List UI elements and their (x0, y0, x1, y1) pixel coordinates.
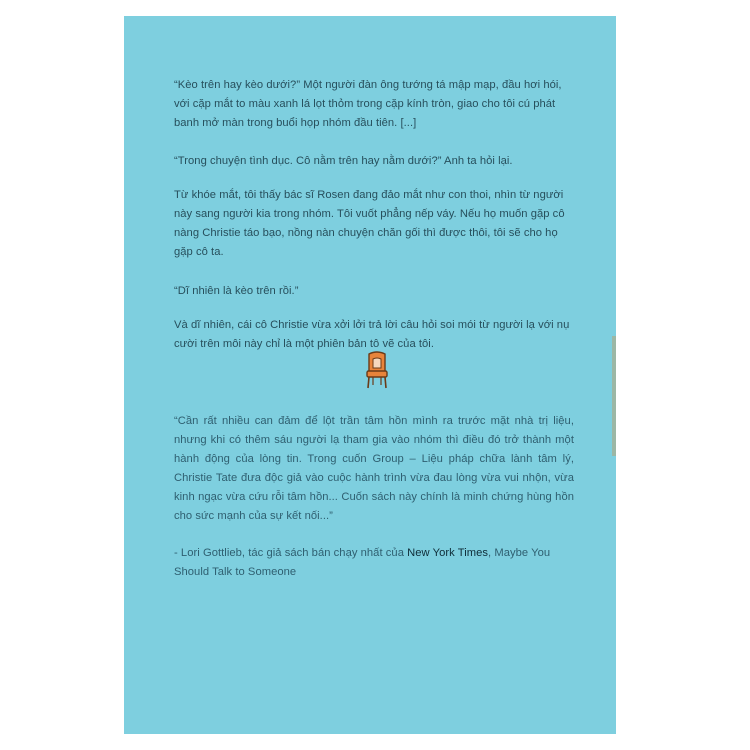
excerpt-text: Và dĩ nhiên, cái cô Christie vừa xởi lởi trả lời câu hỏi soi mói từ người lạ với nụ cười trên môi này chỉ là một phiên bản tô vẽ của tôi. (174, 319, 570, 350)
back-cover (124, 16, 616, 734)
review-quote (174, 412, 574, 526)
excerpt-text: “Kèo trên hay kèo dưới?” Một người đàn ông tướng tá mập mạp, đầu hơi hói, với cặp mắt to màu xanh lá lọt thỏm trong cặp kính tròn, giao cho tôi cú phát banh mở màn trong buổi họp nhóm đầu tiên. [...] (174, 79, 562, 129)
nyt-label: New York Times (407, 547, 489, 559)
attribution-prefix: - Lori Gottlieb, tác giả sách bán chạy nhất của (174, 547, 408, 559)
excerpt-paragraph-2 (174, 152, 574, 171)
excerpt-text: Từ khóe mắt, tôi thấy bác sĩ Rosen đang đảo mắt như con thoi, nhìn từ người này sang người kia trong nhóm. Tôi vuốt phẳng nếp váy. Nếu họ muốn gặp cô nàng Christie táo bạo, nồng nàn chuyện chăn gối thì được thôi, tôi sẽ cho họ gặp cô ta. (174, 189, 565, 258)
review-attribution (174, 544, 574, 582)
review-text: “Cần rất nhiều can đảm để lột trần tâm hồn mình ra trước mặt nhà trị liệu, nhưng khi có thêm sáu người lạ tham gia vào nhóm thì điều đó trở thành một hành động của lòng tin. Trong cuốn Group – Liệu pháp chữa lành tâm lý, Christie Tate đưa độc giả vào cuộc hành trình vừa đau lòng vừa vui nhộn, vừa kinh ngạc vừa cứu rỗi tâm hồn... Cuốn sách này chính là minh chứng hùng hồn cho sức mạnh của sự kết nối...” (174, 415, 574, 522)
attribution-suffix: , Maybe You Should Talk to Someone (174, 547, 551, 578)
excerpt-paragraph-3 (174, 186, 574, 262)
excerpt-text: “Dĩ nhiên là kèo trên rồi.” (174, 285, 299, 297)
attribution-line (174, 544, 574, 582)
chair-icon (364, 350, 390, 390)
excerpt-text: “Trong chuyện tình dục. Cô nằm trên hay nằm dưới?” Anh ta hỏi lại. (174, 155, 513, 167)
excerpt-paragraph-4 (174, 282, 574, 301)
excerpt-paragraph-5 (174, 316, 574, 354)
excerpt-paragraph-1 (174, 76, 574, 133)
spine-edge (612, 336, 616, 456)
